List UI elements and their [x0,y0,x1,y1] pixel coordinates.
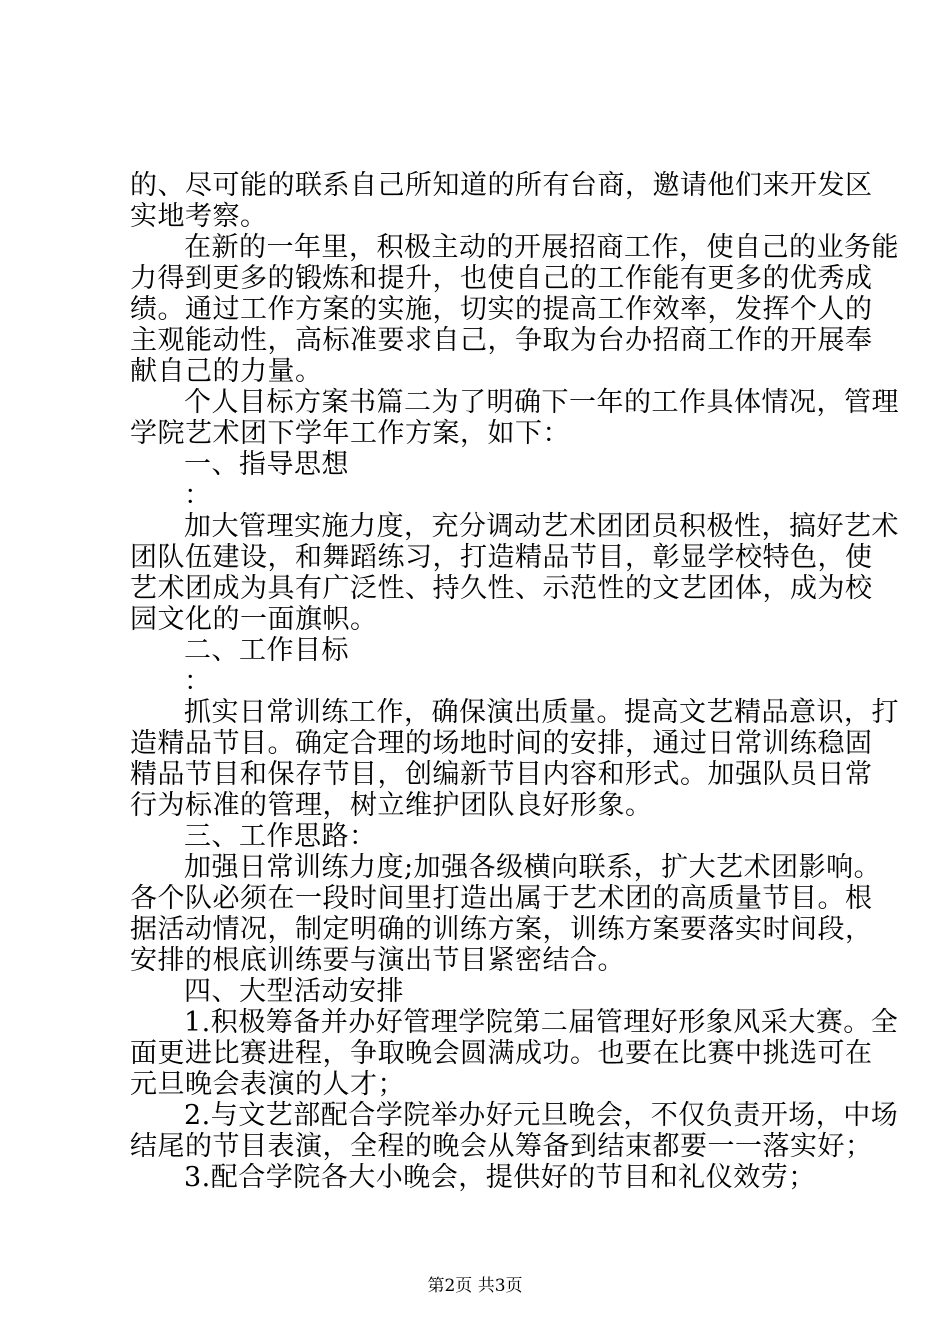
text-line: 在新的一年里，积极主动的开展招商工作，使自己的业务能 [184,232,899,263]
text-line: 据活动情况，制定明确的训练方案，训练方案要落实时间段， [130,914,873,945]
document-body [130,170,899,1193]
text-line: 团队伍建设，和舞蹈练习，打造精品节目，彰显学校特色，使 [130,542,873,573]
text-line: 造精品节目。确定合理的场地时间的安排，通过日常训练稳固 [130,728,873,759]
text-line: 的、尽可能的联系自己所知道的所有台商，邀请他们来开发区 [130,170,873,201]
text-line: 学院艺术团下学年工作方案，如下： [130,418,570,449]
text-line: 力得到更多的锻炼和提升，也使自己的工作能有更多的优秀成 [130,263,873,294]
text-line: 3.配合学院各大小晚会，提供好的节目和礼仪效劳； [184,1162,816,1193]
text-line: 献自己的力量。 [130,356,323,387]
text-line: 2.与文艺部配合学院举办好元旦晚会，不仅负责开场，中场 [184,1100,899,1131]
text-line: 安排的根底训练要与演出节目紧密结合。 [130,945,625,976]
text-line: 结尾的节目表演，全程的晚会从筹备到结束都要一一落实好； [130,1131,873,1162]
text-line: 1.积极筹备并办好管理学院第二届管理好形象风采大赛。全 [184,1007,899,1038]
text-line: 一、指导思想 [184,449,349,480]
text-line: 园文化的一面旗帜。 [130,604,378,635]
text-line: 面更进比赛进程，争取晚会圆满成功。也要在比赛中挑选可在 [130,1038,873,1069]
text-line: 精品节目和保存节目，创编新节目内容和形式。加强队员日常 [130,759,873,790]
text-line: 加大管理实施力度，充分调动艺术团团员积极性，搞好艺术 [184,511,899,542]
text-line: 艺术团成为具有广泛性、持久性、示范性的文艺团体，成为校 [130,573,873,604]
text-line: 实地考察。 [130,201,268,232]
text-line: 加强日常训练力度;加强各级横向联系，扩大艺术团影响。 [184,852,882,883]
text-line: 行为标准的管理，树立维护团队良好形象。 [130,790,653,821]
text-line: 三、工作思路： [184,821,377,852]
text-line: 绩。通过工作方案的实施，切实的提高工作效率，发挥个人的 [130,294,873,325]
text-line: 抓实日常训练工作，确保演出质量。提高文艺精品意识，打 [184,697,899,728]
text-line: 个人目标方案书篇二为了明确下一年的工作具体情况，管理 [184,387,899,418]
page-footer: 第2页 共3页 [427,1276,523,1296]
text-line: 四、大型活动安排 [184,976,404,1007]
text-line: ： [184,666,212,697]
text-line: 二、工作目标 [184,635,349,666]
text-line: ： [184,480,212,511]
text-line: 元旦晚会表演的人才； [130,1069,405,1100]
text-line: 各个队必须在一段时间里打造出属于艺术团的高质量节目。根 [130,883,873,914]
text-line: 主观能动性，高标准要求自己，争取为台办招商工作的开展奉 [130,325,873,356]
